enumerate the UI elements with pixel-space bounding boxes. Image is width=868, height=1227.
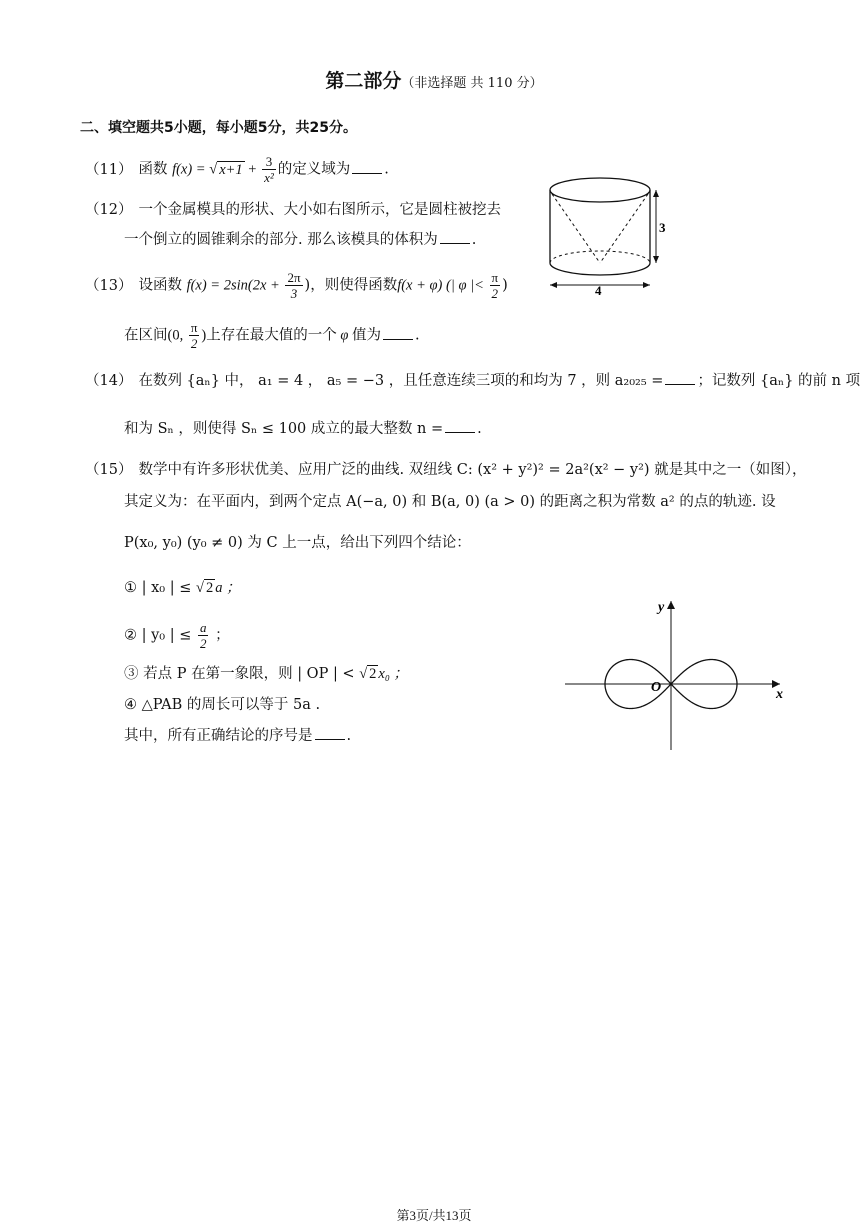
q15-c2-fraction: [198, 620, 209, 651]
q14-text-1: 在数列 {aₙ} 中， a₁ = 4 ， a₅ = −3 ，且任意连续三项的和均为 7 ，则 a₂₀₂₅ =: [138, 373, 664, 389]
q13-frac3-den: 2: [190, 336, 198, 351]
q13-answer-blank: [383, 339, 413, 340]
q15-final-text: 其中，所有正确结论的序号是: [124, 728, 313, 744]
y-axis-label: y: [658, 600, 665, 615]
origin-label: O: [651, 680, 662, 695]
q13-interval: (0,: [167, 327, 187, 344]
q13-function: f(x) = 2sin(2x +: [186, 277, 284, 294]
q15-c2-end: ；: [210, 627, 230, 644]
cone-left-edge: [552, 194, 600, 263]
y-axis-arrow: [667, 601, 675, 609]
cylinder-top-ellipse: [550, 178, 650, 202]
q13-text-1c: ): [502, 277, 508, 294]
q12-end: .: [471, 232, 477, 248]
diameter-arrow-right: [643, 282, 650, 288]
q11-function: f(x) =: [172, 161, 210, 178]
q15-conclusion-3: ③ 若点 P 在第一象限，则 | OP | < √ 2 x₀ ；: [124, 666, 409, 682]
q13-text-1b: )，则使得函数: [304, 277, 398, 294]
question-13-line2: [124, 320, 420, 351]
q13-interval-end: ): [201, 327, 207, 344]
q13-frac3-num: π: [190, 320, 198, 335]
q15-answer-blank: [315, 739, 345, 740]
title-sub: （非选择题 共 110 分）: [401, 76, 543, 91]
question-12-line2: [124, 230, 476, 250]
q13-frac2-num: π: [491, 270, 499, 285]
q15-conclusion-2: [124, 620, 230, 651]
q11-number: （11）: [85, 161, 133, 178]
cone-right-edge: [600, 194, 648, 263]
q15-c1-sqrt: 2: [205, 580, 214, 596]
diameter-label: 4: [595, 283, 602, 298]
height-arrow-top: [653, 190, 659, 197]
title-main: 第二部分: [325, 70, 402, 92]
height-arrow-bottom: [653, 256, 659, 263]
q11-frac-num: 3: [262, 154, 276, 170]
q13-text-2: 在区间: [124, 327, 168, 344]
q15-conclusion-1: ① | x₀ | ≤ √ 2 a ；: [124, 580, 241, 596]
lemniscate-figure: [560, 595, 790, 755]
diameter-arrow-left: [550, 282, 557, 288]
q13-text-2c: 值为: [352, 327, 382, 344]
cylinder-figure: [540, 170, 670, 300]
question-13-line1: [85, 270, 508, 301]
q15-c2-den: 2: [199, 636, 207, 651]
q15-end: .: [346, 728, 352, 744]
q13-frac1-den: 3: [290, 286, 298, 301]
q14-end: .: [477, 421, 482, 437]
q13-fraction-2: [490, 270, 501, 301]
cylinder-bottom-back: [550, 251, 650, 263]
q12-text-2: 一个倒立的圆锥剩余的部分. 那么该模具的体积为: [124, 232, 438, 248]
q13-frac1-num: 2π: [287, 270, 301, 285]
question-12-line1: [85, 200, 501, 220]
q11-plus: +: [244, 161, 261, 178]
q15-text-2: 其定义为：在平面内，到两个定点 A(−a, 0) 和 B(a, 0) (a > 0) 的距离之积为常数 a² 的点的轨迹. 设: [124, 494, 776, 510]
q14-answer-blank-1: [665, 384, 695, 385]
q13-text-2b: 上存在最大值的一个: [206, 327, 337, 344]
q13-phi: φ: [336, 327, 353, 344]
q11-sqrt: x+1: [219, 161, 243, 178]
q15-text-3: P(x₀, y₀) (y₀ ≠ 0) 为 C 上一点，给出下列四个结论：: [124, 535, 471, 551]
page-footer: 第3页/共13页: [396, 1208, 472, 1223]
q11-text-2: 的定义域为: [277, 161, 351, 178]
q12-answer-blank: [440, 243, 470, 244]
cylinder-bottom-front: [550, 263, 650, 275]
q12-text-1: 一个金属模具的形状、大小如右图所示，它是圆柱被挖去: [138, 202, 501, 218]
q15-final-line: [124, 726, 351, 746]
q11-end: .: [384, 161, 389, 178]
q13-fraction-3: [189, 320, 200, 351]
q13-end: .: [415, 327, 420, 344]
q12-number: （12）: [85, 202, 133, 218]
q15-c2-num: a: [199, 620, 207, 635]
page-title: [0, 66, 868, 93]
q15-conclusion-4: [124, 695, 320, 715]
q15-c3-text: ③ 若点 P 在第一象限，则 | OP | <: [124, 666, 360, 682]
q14-number: （14）: [85, 373, 133, 389]
q13-frac2-den: 2: [491, 286, 499, 301]
q13-fraction-1: [285, 270, 302, 301]
question-14-line1: [85, 371, 860, 391]
question-11: （11） 函数 f(x) = √ x+1 + $\frac{3}{\text{x²}}$ 的定义域为 .: [85, 154, 389, 185]
q13-text-1: 设函数: [138, 277, 182, 294]
height-label: 3: [659, 220, 666, 235]
q11-fraction: [262, 154, 276, 185]
q11-answer-blank: [352, 173, 382, 174]
q14-text-1b: ；记数列 {aₙ} 的前 n 项: [697, 373, 861, 389]
q13-number: （13）: [85, 277, 133, 294]
q15-c3-sqrt: 2: [369, 666, 377, 682]
q15-c2-text: ② | y₀ | ≤: [124, 627, 196, 644]
q13-function-2: f(x + φ) (| φ |<: [397, 277, 488, 294]
question-15-line1: [85, 460, 806, 480]
q15-c1-end: a ；: [215, 580, 241, 596]
x-axis-label: x: [776, 687, 783, 702]
q15-number: （15）: [85, 462, 133, 478]
q15-text-1: 数学中有许多形状优美、应用广泛的曲线. 双纽线 C: (x² + y²)² = 2a²(x² − y²) 就是其中之一（如图），: [138, 462, 807, 478]
q15-c4-text: ④ △PAB 的周长可以等于 5a .: [124, 697, 321, 713]
q14-text-2: 和为 Sₙ ，则使得 Sₙ ≤ 100 成立的最大整数 n =: [124, 421, 444, 437]
q14-answer-blank-2: [445, 432, 475, 433]
q15-c1-text: ① | x₀ | ≤: [124, 580, 196, 596]
q11-frac-den: x²: [264, 170, 274, 185]
question-15-line2: [124, 492, 776, 512]
section-heading: 二、填空题共5小题，每小题5分，共25分。: [80, 120, 357, 136]
q15-c3-end: x₀ ；: [378, 666, 409, 682]
q11-text: 函数: [138, 161, 168, 178]
question-15-line3: [124, 533, 471, 553]
question-14-line2: [124, 419, 482, 439]
